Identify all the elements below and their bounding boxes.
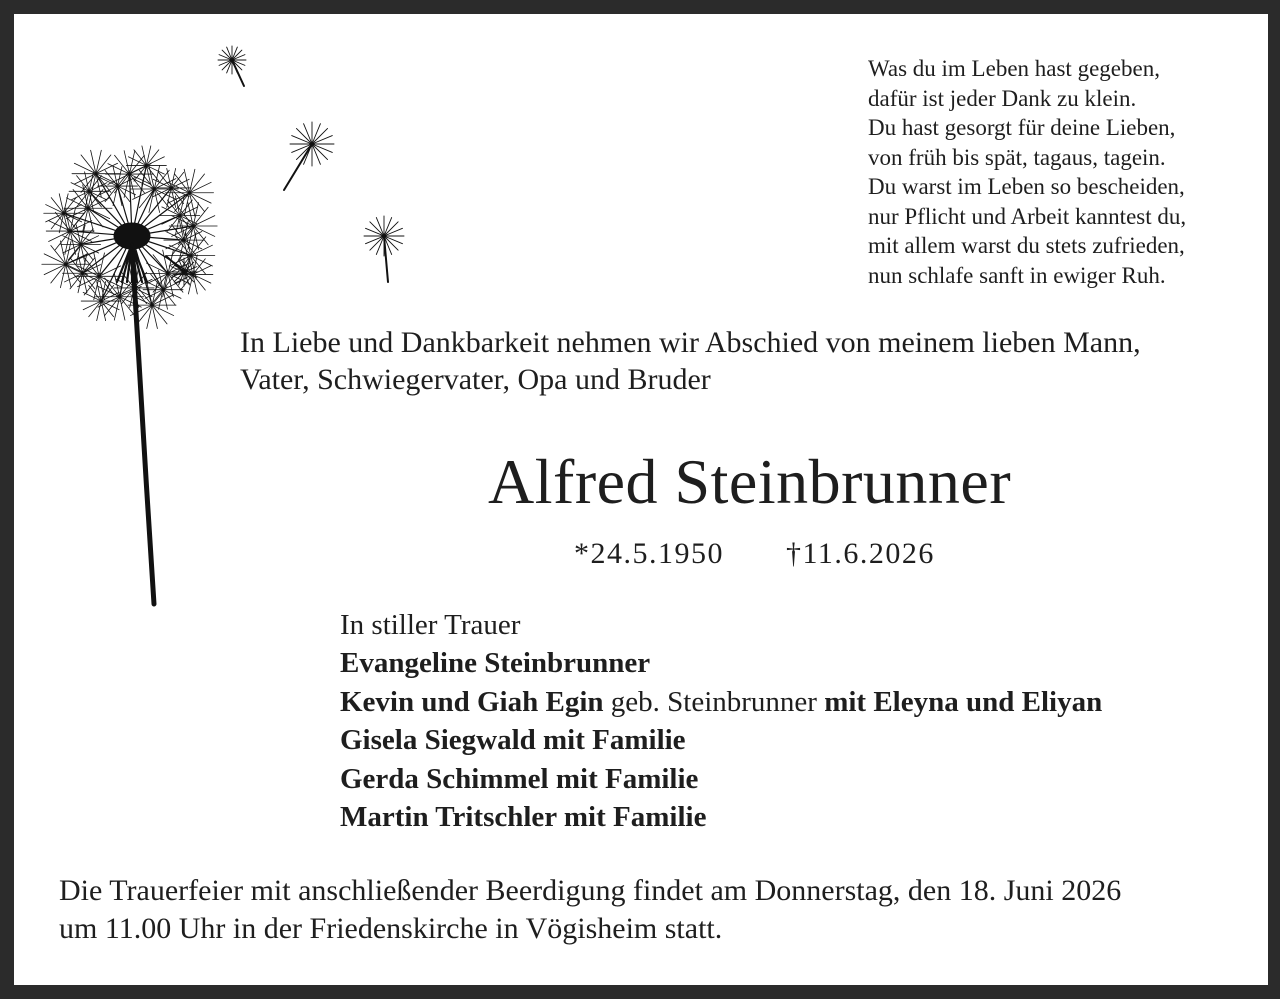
intro-text <box>240 324 1250 398</box>
poem-line: mit allem warst du stets zufrieden, <box>868 233 1185 258</box>
mourners-heading: In stiller Trauer <box>340 609 521 641</box>
birth-date: *24.5.1950 <box>574 537 724 570</box>
mourner-maiden-name: geb. Steinbrunner <box>603 685 825 718</box>
poem <box>868 54 1258 290</box>
mourner-line: Martin Tritschler mit Familie <box>340 801 707 834</box>
mourner-names: Kevin und Giah Egin <box>340 685 604 718</box>
intro-line: In Liebe und Dankbarkeit nehmen wir Abschied von meinem lieben Mann, <box>240 326 1141 359</box>
life-dates <box>574 534 935 574</box>
poem-line: Was du im Leben hast gegeben, <box>868 56 1160 81</box>
mourner-line: Gisela Siegwald mit Familie <box>340 724 686 757</box>
deceased-name: Alfred Steinbrunner <box>488 446 1012 517</box>
mourners-list <box>340 606 1260 836</box>
poem-line: dafür ist jeder Dank zu klein. <box>868 85 1137 111</box>
mourner-line <box>340 683 1260 721</box>
funeral-line: Die Trauerfeier mit anschließender Beerdigung findet am Donnerstag, den 18. Juni 2026 <box>59 874 1122 907</box>
poem-line: von früh bis spät, tagaus, tagein. <box>868 144 1166 170</box>
mourner-grandchildren: mit Eleyna und Eliyan <box>824 685 1103 718</box>
death-date: †11.6.2026 <box>786 537 935 570</box>
mourner-line: Evangeline Steinbrunner <box>340 647 651 680</box>
poem-line: Du hast gesorgt für deine Lieben, <box>868 115 1176 140</box>
funeral-notice <box>59 872 1259 948</box>
mourner-line: Gerda Schimmel mit Familie <box>340 762 699 795</box>
poem-line: Du warst im Leben so bescheiden, <box>868 174 1185 199</box>
intro-line: Vater, Schwiegervater, Opa und Bruder <box>240 363 711 396</box>
obituary-card <box>14 14 1268 985</box>
poem-line: nun schlafe sanft in ewiger Ruh. <box>868 262 1166 288</box>
funeral-line: um 11.00 Uhr in der Friedenskirche in Vögisheim statt. <box>59 912 723 945</box>
poem-line: nur Pflicht und Arbeit kanntest du, <box>868 203 1187 229</box>
